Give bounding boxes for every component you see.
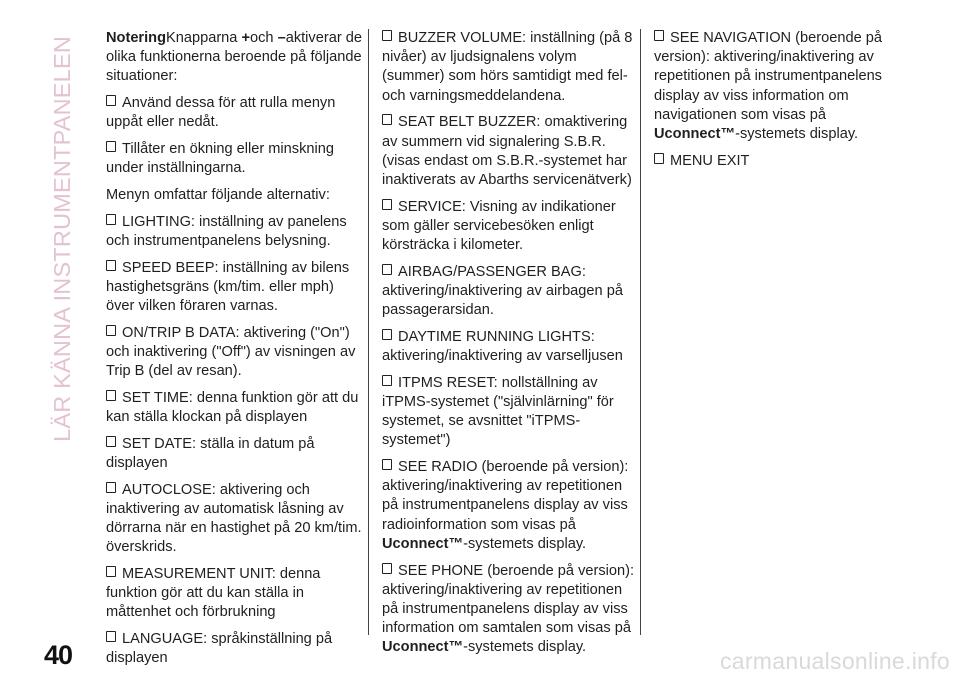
checkbox-bullet-icon [106,482,116,493]
column-divider-1 [368,29,369,635]
list-item: SET DATE: ställa in datum på displayen [106,435,315,471]
brand-name: Uconnect™ [382,639,464,656]
list-item: LANGUAGE: språkinställning på displayen [106,630,333,667]
section-title-text: LÄR KÄNNA INSTRUMENTPANELEN [48,36,75,442]
list-item: Använd dessa för att rulla menyn uppåt eller nedåt. [106,95,336,131]
checkbox-bullet-icon [382,264,392,275]
list-item: ON/TRIP B DATA: aktivering ("On") och inaktivering ("Off") av visningen av Trip B (del av resan). [106,324,356,380]
checkbox-bullet-icon [382,30,392,41]
checkbox-bullet-icon [654,30,664,41]
checkbox-bullet-icon [654,153,664,164]
checkbox-bullet-icon [382,563,392,574]
list-item: DAYTIME RUNNING LIGHTS: aktivering/inaktivering av varselljusen [382,328,623,365]
list-item: ITPMS RESET: nollställning av iTPMS-systemet ("självinlärning" för systemet, se avsnittet "iTPMS-systemet") [382,374,614,449]
list-item: AUTOCLOSE: aktivering och inaktivering av automatisk låsning av dörrarna när en hastighet på 20 km/tim. överskrids. [106,481,362,556]
note-label: Notering [106,30,166,46]
column-2 [382,29,638,665]
list-item: MEASUREMENT UNIT: denna funktion gör att du kan ställa in måttenhet och förbrukning [106,565,321,621]
watermark: carmanualsonline.info [719,648,950,674]
list-item: BUZZER VOLUME: inställning (på 8 nivåer) av ljudsignalens volym (summer) som hörs samtidigt med fel- och varningsmeddelandena. [382,30,633,104]
checkbox-bullet-icon [106,141,116,152]
checkbox-bullet-icon [106,390,116,401]
list-item: Tillåter en ökning eller minskning under inställningarna. [106,141,334,177]
menu-intro: Menyn omfattar följande alternativ: [106,186,330,203]
checkbox-bullet-icon [382,199,392,210]
checkbox-bullet-icon [106,631,116,642]
minus-symbol: – [277,30,286,46]
checkbox-bullet-icon [382,375,392,386]
list-item-see-phone: SEE PHONE (beroende på version): aktivering/inaktivering av repetitionen på instrumentpanelens display av viss information om samtalen som visas på Uconnect™-systemets display. [382,562,635,656]
section-side-title [44,36,80,442]
list-item: SPEED BEEP: inställning av bilens hastighetsgräns (km/tim. eller mph) över vilken föraren varnas. [106,259,350,314]
column-divider-2 [640,29,641,635]
checkbox-bullet-icon [106,436,116,447]
column-1 [106,29,364,676]
checkbox-bullet-icon [106,95,116,106]
list-item-see-radio: SEE RADIO (beroende på version): aktivering/inaktivering av repetitionen på instrumentpanelens display av viss radioinformation som visas på Uconnect™-systemets display. [382,459,629,552]
brand-name: Uconnect™ [654,126,736,143]
list-item: LIGHTING: inställning av panelens och instrumentpanelens belysning. [106,213,347,249]
checkbox-bullet-icon [106,566,116,577]
plus-symbol: + [241,30,250,46]
checkbox-bullet-icon [382,114,392,125]
page-number: 40 [44,640,73,670]
checkbox-bullet-icon [382,329,392,340]
checkbox-bullet-icon [106,260,116,271]
list-item: SERVICE: Visning av indikationer som gäller servicebesöken enligt körsträcka i kilometer. [382,198,616,254]
list-item-menu-exit: MENU EXIT [654,152,900,171]
list-item: SET TIME: denna funktion gör att du kan ställa klockan på displayen [106,389,359,425]
column-3 [654,29,900,178]
list-item-see-navigation: SEE NAVIGATION (beroende på version): aktivering/inaktivering av repetitionen på instrumentpanelens display av viss information om navigationen som visas på Uconnect™-systemets display. [654,30,882,143]
note-paragraph: NoteringKnapparna +och –aktiverar de olika funktionerna beroende på följande situationer: [106,30,362,85]
list-item: AIRBAG/PASSENGER BAG: aktivering/inaktivering av airbagen på passagerarsidan. [382,263,623,319]
brand-name: Uconnect™ [382,535,464,552]
checkbox-bullet-icon [106,214,116,225]
list-item: SEAT BELT BUZZER: omaktivering av summern vid signalering S.B.R. (visas endast om S.B.R.-systemet har inaktiverats av Abarths servicenätverk) [382,114,632,188]
checkbox-bullet-icon [106,325,116,336]
checkbox-bullet-icon [382,459,392,470]
